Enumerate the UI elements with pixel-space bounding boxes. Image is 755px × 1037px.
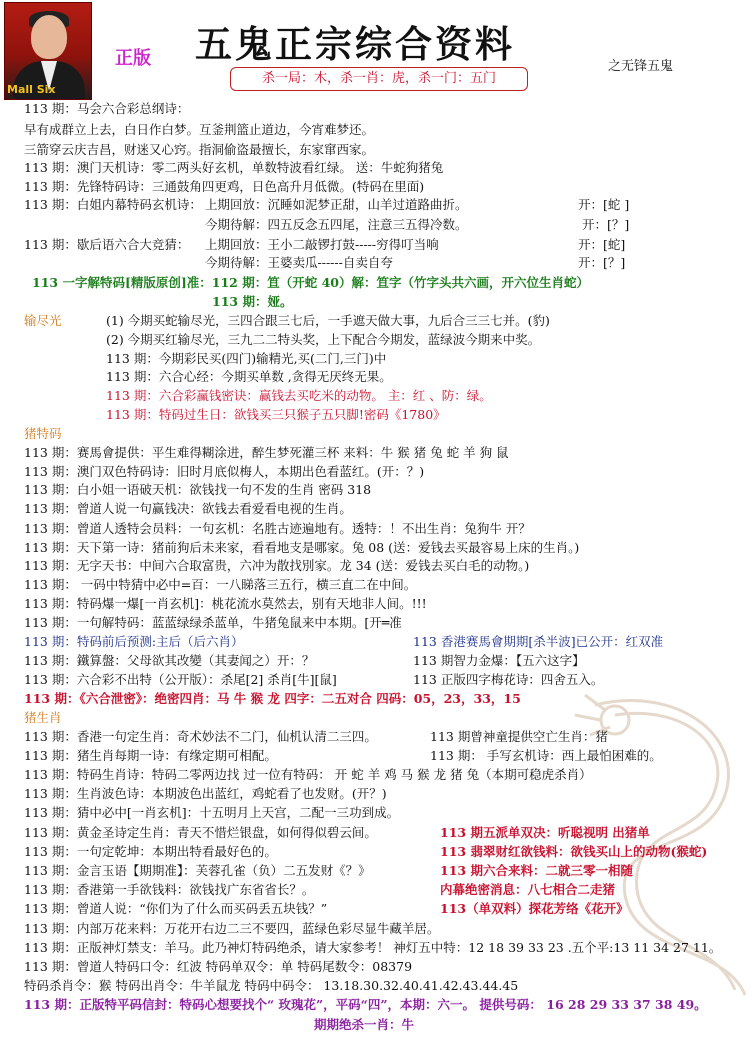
text-line: 113 期：曾道人透特会员料：一句玄机：名胜古迹遍地有。透特：！不出生肖：兔狗牛 开？ — [24, 521, 531, 536]
text-line: 113 期：黄金圣诗定生肖：青天不惜烂银盘，如何得似碧云间。 — [24, 825, 377, 840]
text-line: 113 期：马会六合彩总纲诗： — [24, 101, 190, 116]
kill-summary-box: 杀一局：木，杀一肖：虎，杀一门：五门 — [230, 67, 528, 91]
text-line: 113 期：曾道人说一句赢钱决：欲钱去看爱看电视的生肖。 — [24, 501, 352, 516]
text-line: 113 期： 手写玄机诗：西上最怕困难的。 — [430, 748, 662, 763]
text-line: 开：[？] — [582, 217, 630, 232]
text-line: 113 期：内部万花来料：万花开右边二三不要四，蓝绿色彩尽显牛藏羊居。 — [24, 921, 440, 936]
text-line: 113 期：猜中必中[一肖玄机]：十五明月上天宫，二配一三功到成。 — [24, 805, 400, 820]
text-line: 113 期：曾道人特码口令：红波 特码单双令：单 特码尾数令：08379 — [24, 959, 413, 974]
text-line: 113 期：今期彩民买(四门)输精光,买(二门,三门)中 — [106, 351, 387, 366]
text-line: 113 期：天下第一诗：猪前狗后未来家，看看地支是哪家。兔 08 (送：爱钱去买最容易上床的生肖。) — [24, 540, 580, 555]
text-line: 113 期：特码爆一爆[一肖玄机]：桃花流水莫然去，别有天地非人间。!!! — [24, 596, 427, 611]
text-line: 113 期：香港一句定生肖：奇术妙法不二门，仙机认清二三四。 — [24, 729, 377, 744]
text-line: 113 期：娅。 — [212, 294, 293, 309]
text-line: 上期回放：沉睡如泥梦正甜，山羊过道路曲折。 — [205, 197, 468, 212]
text-line: 上期回放：王小二敲锣打鼓-----穷得叮当响 — [205, 237, 439, 252]
text-line: 113 期：澳门天机诗：零二两头好玄机，单数特波看红绿。 送：牛蛇狗猪兔 — [24, 160, 444, 175]
text-line: 113 期：特码前后预测:主后（后六肖） — [24, 634, 244, 649]
text-line: 113 期：特码生肖诗：特码二零两边找 过一位有特码： 开 蛇 羊 鸡 马 猴 龙 猪 兔（本期可稳虎杀肖） — [24, 767, 592, 782]
text-line: 113 期：白姐内幕特码玄机诗： — [24, 197, 202, 212]
text-line: 三箭穿云庆吉昌，财迷又心窍。指洞偷盗最擅长，东家窜西家。 — [24, 142, 375, 157]
text-line: 113 期：正版神灯禁支：羊马。此乃神灯特码绝杀，请大家参考！ 神灯五中特：12 18 39 33 23 .五个平:13 11 34 27 11。 — [24, 940, 722, 955]
text-line: 特码杀肖令：猴 特码出肖令：牛羊鼠龙 特码中码令： 13.18.30.32.40.41.42.43.44.45 — [24, 978, 519, 993]
text-line: 期期绝杀一肖：牛 — [314, 1017, 415, 1032]
text-line: 113 期：一句定乾坤：本期出特看最好色的。 — [24, 844, 277, 859]
text-line: 113 期：曾道人说：“你们为了什么而买码丢五块钱？” — [24, 901, 328, 916]
text-line: 113 期： 一码中特猜中必中=百：一八睇落三五行，横三直二在中间。 — [24, 577, 417, 592]
page-title: 五鬼正宗综合资料 — [195, 22, 515, 66]
text-line: 113 期：六合彩赢钱密诀：赢钱去买吃米的动物。 主：红 、防：绿。 — [106, 388, 492, 403]
text-line: 113 期曾神童提供空亡生肖：猪 — [430, 729, 608, 744]
text-line: 113 期：一句解特码：蓝蓝绿绿杀蓝单，牛猪兔鼠来中本期。[开═准 — [24, 615, 402, 630]
photo-brand-label: Mall Six — [7, 83, 56, 96]
text-line: 开：[？] — [578, 255, 626, 270]
text-line: 今期待解：王婆卖瓜------自卖自夸 — [205, 255, 393, 270]
text-line: 输尽光 — [24, 313, 62, 328]
text-line: 113 一字解特码[精版原创]准：112 期：笪（开蛇 40）解：笪字（竹字头共六画，开六位生肖蛇） — [32, 275, 589, 290]
text-line: 猪生肖 — [24, 710, 62, 725]
text-line: 113 香港赛馬會期期[杀半波]已公开：红双准 — [413, 634, 664, 649]
text-line: 113（单双料）探花芳络《花开》 — [440, 901, 629, 916]
text-line: 今期待解：四五反念五四尾，注意三五得冷数。 — [205, 217, 468, 232]
text-line: (1) 今期买蛇输尽光，三四合跟三七后，一手遮天做大事，九后合三三七并。(豹) — [106, 313, 550, 328]
page-subtitle: 之无锋五鬼 — [608, 59, 674, 74]
text-line: 内幕绝密消息：八七相合二走猪 — [440, 882, 616, 897]
text-line: 113 期：先锋特码诗：三通鼓角四更鸡，日色高升月低微。(特码在里面) — [24, 179, 425, 194]
text-line: 113 期：无字天书：中间六合取富贵，六冲为散找別家。龙 34 (送：爱钱去买白毛的动物。) — [24, 558, 530, 573]
text-line: 113 期：鐵算盤：父母欲其改變（其妻闻之）开：？ — [24, 653, 315, 668]
text-line: 早有成群立上去，白日作白梦。互釜荆篮止道边，今宵难梦还。 — [24, 122, 375, 137]
text-line: 113 期：六合心经：今期买单数 ,贪得无厌终无果。 — [106, 369, 392, 384]
text-line: 113 翡翠财红欲钱料：欲钱买山上的动物(猴蛇) — [440, 844, 708, 859]
text-line: 113 期：金言玉语【期期准】：芙蓉孔雀（负）二五发财《？》 — [24, 863, 371, 878]
text-line: 113 期：赛馬會提供：平生难得糊涂进，醉生梦死灌三杯 来料：牛 猴 猪 兔 蛇 羊 狗 鼠 — [24, 445, 509, 460]
text-line: (2) 今期买红输尽光，三九二二特头奖，上下配合今期发，蓝绿波今期来中奖。 — [106, 332, 541, 347]
genuine-badge: 正版 — [115, 48, 151, 69]
text-line: 开：[蛇] — [578, 237, 626, 252]
author-photo — [4, 2, 92, 100]
text-line: 113 期：六合彩不出特（公开版）：杀尾[2] 杀肖[牛][鼠] — [24, 672, 337, 687]
text-line: 113 期六合来料：二就三零一相随 — [440, 863, 633, 878]
text-line: 113 期：歇后语六合大竞猜： — [24, 237, 190, 252]
text-line: 113 期智力金爆：【五六这字】 — [413, 653, 585, 668]
text-line: 113 期五派单双决：听聪视明 出猪单 — [440, 825, 650, 840]
text-line: 开：[蛇 ] — [578, 197, 630, 212]
text-line: 113 正版四字梅花诗：四舍五入。 — [413, 672, 604, 687]
text-line: 113 期：正版特平码信封：特码心想要找个“ 玫瑰花”，平码“四”，本期：六一。 提供号码： 16 28 29 33 37 38 49。 — [24, 997, 707, 1012]
text-line: 113 期：生肖波色诗：本期波色出蓝红，鸡蛇看了也发财。(开？) — [24, 786, 387, 801]
text-line: 113 期：白小姐一语破天机：欲钱找一句不发的生肖 密码 318 — [24, 482, 372, 497]
text-line: 113 期：猪生肖每期一诗：有缘定期可相配。 — [24, 748, 277, 763]
text-line: 113 期：澳门双色特码诗：旧时月底似梅人，本期出色看蓝红。(开：？) — [24, 464, 425, 479]
text-line: 113 期：特码过生日：欲钱买三只猴子五只脚!密码《1780》 — [106, 407, 446, 422]
text-line: 113 期：香港第一手欲钱料：欲钱找广东省省长？。 — [24, 882, 315, 897]
text-line: 113 期：《六合泄密》：绝密四肖：马 牛 猴 龙 四字：二五对合 四码：05，23，33，15 — [24, 691, 521, 706]
text-line: 猪特码 — [24, 426, 62, 441]
